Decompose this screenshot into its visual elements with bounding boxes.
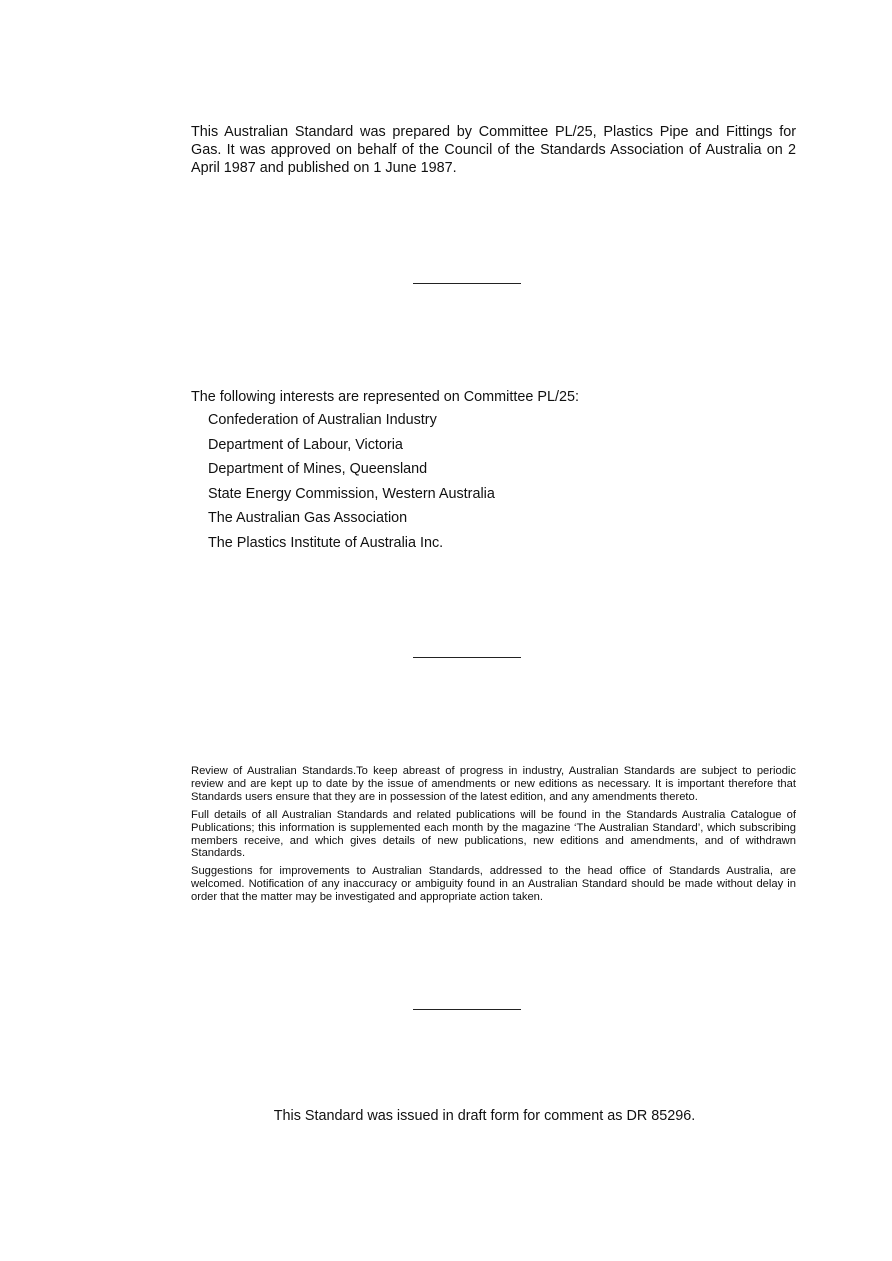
interest-item: State Energy Commission, Western Australia [208, 485, 495, 502]
preparation-statement [191, 123, 796, 177]
interest-item: Department of Labour, Victoria [208, 436, 403, 453]
section-divider [413, 1009, 521, 1010]
section-divider [413, 283, 521, 284]
interest-item: The Plastics Institute of Australia Inc. [208, 534, 444, 551]
committee-interests [191, 388, 796, 558]
review-paragraph: Suggestions for improvements to Australian Standards, addressed to the head office of Standards Australia, are welcomed. Notification of any inaccuracy or ambiguity found in an Australian Standard should be made without delay in order that the matter may be investigated and appropriate action taken. [191, 865, 796, 904]
preparation-text: This Australian Standard was prepared by Committee PL/25, Plastics Pipe and Fittings for Gas. It was approved on behalf of the Council of the Standards Association of Australia on 2 April 1987 and published on 1 June 1987. [191, 124, 796, 176]
review-paragraph: Full details of all Australian Standards and related publications will be found in the Standards Australia Catalogue of Publications; this information is supplemented each month by the magazine ‘The Australian Standard’, which subscribing members receive, and which gives details of new publications, new editions and amendments, and of withdrawn Standards. [191, 808, 796, 860]
interest-item: The Australian Gas Association [208, 510, 408, 526]
review-notice [191, 765, 796, 909]
draft-notice: This Standard was issued in draft form for comment as DR 85296. [273, 1108, 696, 1124]
section-divider [413, 657, 521, 658]
interests-list [191, 411, 796, 552]
interest-item: Confederation of Australian Industry [208, 412, 437, 428]
review-paragraph: Review of Australian Standards.To keep abreast of progress in industry, Australian Standards are subject to periodic review and are kept up to date by the issue of amendments or new editions as necessary. It is important therefore that Standards users ensure that they are in possession of the latest edition, and any amendments thereto. [191, 765, 796, 803]
interests-heading: The following interests are represented on Committee PL/25: [191, 389, 579, 405]
interest-item: Department of Mines, Queensland [208, 461, 428, 477]
